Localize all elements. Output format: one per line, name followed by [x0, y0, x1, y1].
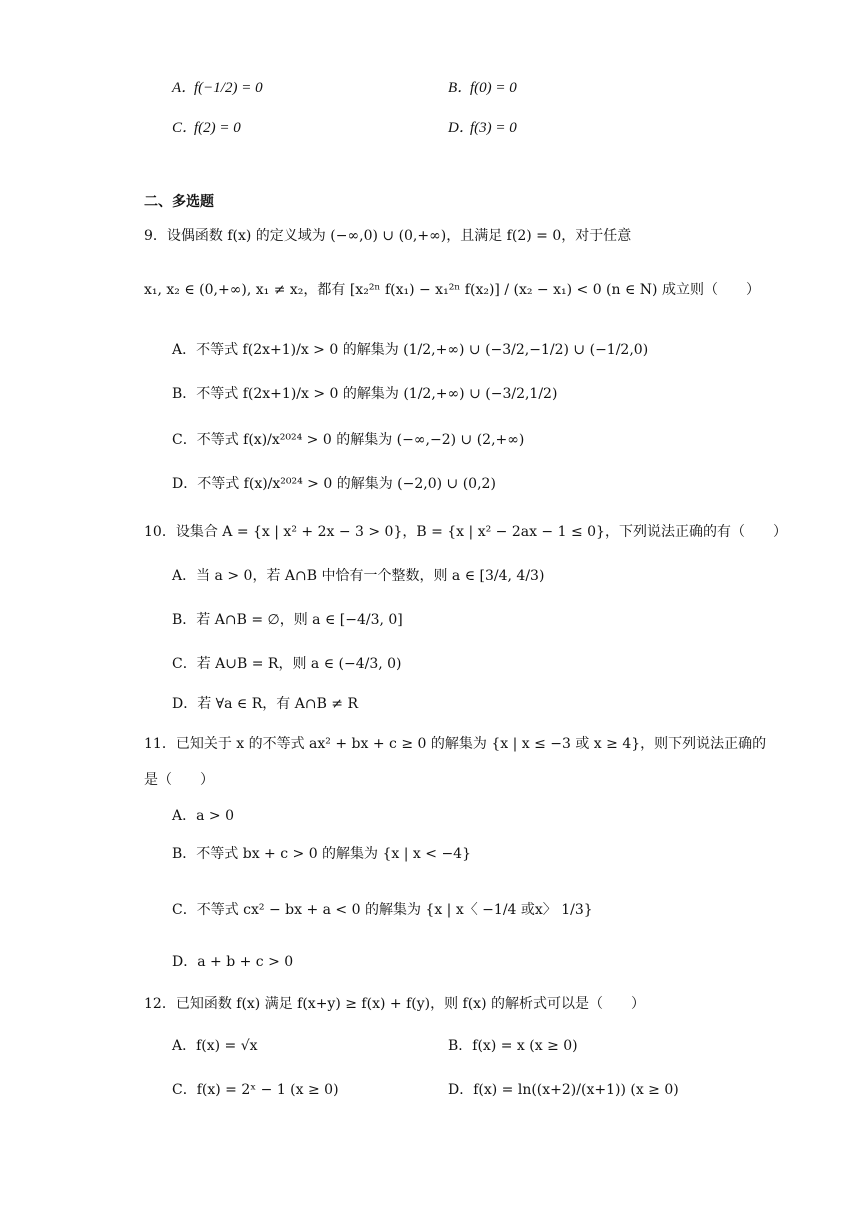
- section-title: 二、多选题: [144, 194, 214, 210]
- question-10-option-d[interactable]: D．若 ∀a ∈ R，有 A∩B ≠ R: [172, 696, 359, 712]
- question-11-option-a[interactable]: A．a > 0: [172, 808, 234, 824]
- question-12-option-c[interactable]: C．f(x) = 2ˣ − 1 (x ≥ 0): [172, 1082, 339, 1098]
- question-10-option-a[interactable]: A．当 a > 0，若 A∩B 中恰有一个整数，则 a ∈ [3/4, 4/3): [172, 568, 545, 584]
- question-12-option-d[interactable]: D．f(x) = ln((x+2)/(x+1)) (x ≥ 0): [448, 1082, 679, 1098]
- question-11-option-b[interactable]: B．不等式 bx + c > 0 的解集为 {x | x < −4}: [172, 846, 471, 862]
- question-12-option-b[interactable]: B．f(x) = x (x ≥ 0): [448, 1038, 578, 1054]
- question-9-stem-line2: x₁, x₂ ∈ (0,+∞), x₁ ≠ x₂，都有 [x₂²ⁿ f(x₁) − x₁²ⁿ f(x₂)] / (x₂ − x₁) < 0 (n ∈ N) 成立则（ ）: [144, 282, 760, 298]
- option-b-top[interactable]: B．: [448, 80, 473, 96]
- question-9-option-c[interactable]: C．不等式 f(x)/x²⁰²⁴ > 0 的解集为 (−∞,−2) ∪ (2,+∞): [172, 432, 525, 448]
- question-10-stem: 10．设集合 A = {x | x² + 2x − 3 > 0}，B = {x | x² − 2ax − 1 ≤ 0}，下列说法正确的有（ ）: [144, 524, 787, 540]
- option-a-top[interactable]: A．: [172, 80, 197, 96]
- question-11-stem-line2: 是（ ）: [144, 772, 214, 788]
- question-12-option-a[interactable]: A．f(x) = √x: [172, 1038, 258, 1054]
- question-9-option-d[interactable]: D．不等式 f(x)/x²⁰²⁴ > 0 的解集为 (−2,0) ∪ (0,2): [172, 476, 496, 492]
- option-b-top-math: f(0) = 0: [470, 80, 517, 96]
- option-d-top-math: f(3) = 0: [470, 120, 517, 136]
- question-11-option-c[interactable]: C．不等式 cx² − bx + a < 0 的解集为 {x | x〈 −1/4 或x〉 1/3}: [172, 902, 593, 918]
- option-a-top-math: f(−1/2) = 0: [194, 80, 263, 96]
- question-9-option-a[interactable]: A．不等式 f(2x+1)/x > 0 的解集为 (1/2,+∞) ∪ (−3/2,−1/2) ∪ (−1/2,0): [172, 342, 649, 358]
- question-10-option-b[interactable]: B．若 A∩B = ∅，则 a ∈ [−4/3, 0]: [172, 612, 403, 628]
- question-10-option-c[interactable]: C．若 A∪B = R，则 a ∈ (−4/3, 0): [172, 656, 402, 672]
- option-c-top[interactable]: C．: [172, 120, 198, 136]
- option-d-top[interactable]: D．: [448, 120, 474, 136]
- question-12-stem: 12．已知函数 f(x) 满足 f(x+y) ≥ f(x) + f(y)，则 f(x) 的解析式可以是（ ）: [144, 996, 645, 1012]
- question-9-stem-line1: 9．设偶函数 f(x) 的定义域为 (−∞,0) ∪ (0,+∞)，且满足 f(2) = 0，对于任意: [144, 228, 632, 244]
- question-11-option-d[interactable]: D．a + b + c > 0: [172, 954, 294, 970]
- question-11-stem-line1: 11．已知关于 x 的不等式 ax² + bx + c ≥ 0 的解集为 {x | x ≤ −3 或 x ≥ 4}，则下列说法正确的: [144, 736, 767, 752]
- question-9-option-b[interactable]: B．不等式 f(2x+1)/x > 0 的解集为 (1/2,+∞) ∪ (−3/2,1/2): [172, 386, 558, 402]
- option-c-top-math: f(2) = 0: [194, 120, 241, 136]
